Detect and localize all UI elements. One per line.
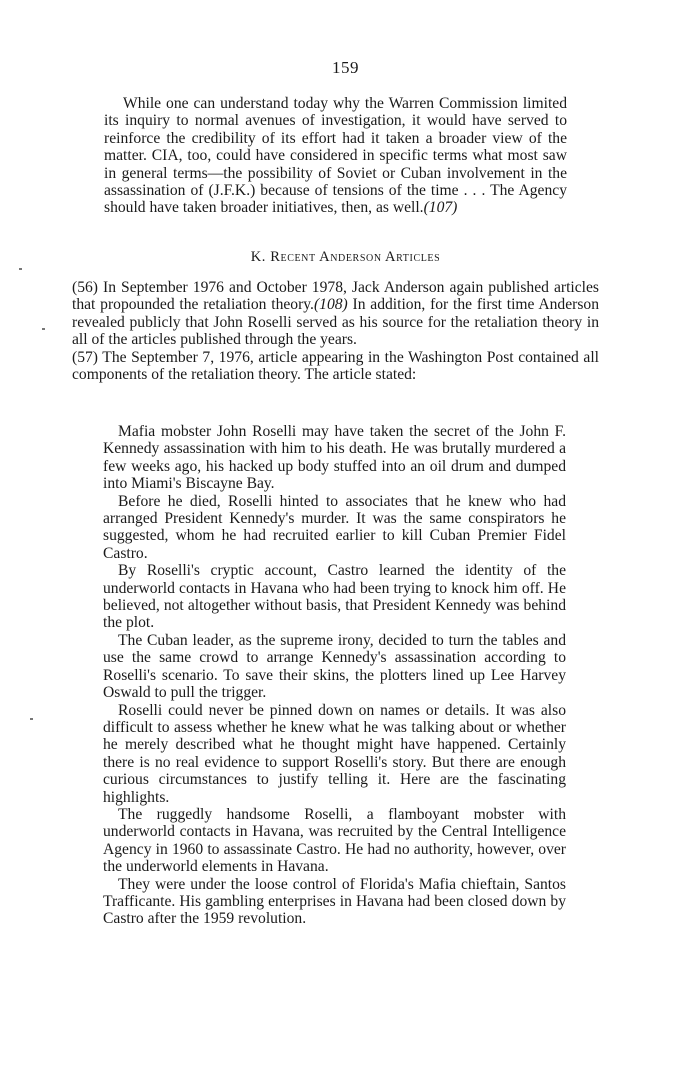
paragraph-57 <box>72 349 599 384</box>
paragraph-56-continuation: In addition, for the first time Anderson revealed publicly that John Roselli served as his source for the retaliation theory in all of the articles published through the years. <box>72 296 600 349</box>
quote-paragraph: The Cuban leader, as the supreme irony, decided to turn the tables and use the same crowd to arrange Kennedy's assassination according to Roselli's scenario. To save their skins, the plotters lined up Lee Harvey Oswald to pull the trigger. <box>103 631 566 702</box>
page-number: 159 <box>332 58 359 77</box>
quote-paragraph: Roselli could never be pinned down on names or details. It was also difficult to assess whether he knew what he was talking about or whether he merely described what he thought might have happened. Certainly there is no real evidence to support Roselli's story. But there are enough curious circumstances to justify telling it. Here are the fascinating highlights. <box>103 701 566 806</box>
quote-paragraph: They were under the loose control of Florida's Mafia chieftain, Santos Trafficante. His gambling enterprises in Havana had been closed down by Castro after the 1959 revolution. <box>103 875 566 928</box>
paragraph-56 <box>72 279 599 349</box>
quote-paragraph: The ruggedly handsome Roselli, a flamboyant mobster with underworld contacts in Havana, was recruited by the Central Intelligence Agency in 1960 to assassinate Castro. He had no authority, however, over the underworld elements in Havana. <box>103 805 566 876</box>
article-block-quote <box>103 423 566 928</box>
paragraph-57-text: (57) The September 7, 1976, article appearing in the Washington Post contained all components of the retaliation theory. The article stated: <box>72 348 599 384</box>
main-text <box>72 279 599 383</box>
paragraph-56-text: (56) In September 1976 and October 1978, Jack Anderson again published articles that propounded the retaliation theory. <box>72 279 599 314</box>
section-heading: K. Recent Anderson Articles <box>250 249 441 265</box>
scan-speck <box>19 268 22 270</box>
intro-quote-text: While one can understand today why the Warren Commission limited its inquiry to normal avenues of investigation, it would have served to reinforce the credibility of its effort had it taken a broader view of the matter. CIA, too, could have considered in specific terms what most saw in general terms—the possibility of Soviet or Cuban involvement in the assassination of (J.F.K.) because of tensions of the time . . . The Agency should have taken broader initiatives, then, as well. <box>104 95 567 217</box>
quote-paragraph: By Roselli's cryptic account, Castro learned the identity of the underworld contacts in Havana who had been trying to knock him off. He believed, not altogether without basis, that President Kennedy was behind the plot. <box>103 562 566 632</box>
quote-paragraph: Mafia mobster John Roselli may have taken the secret of the John F. Kennedy assassination with him to his death. He was brutally murdered a few weeks ago, his hacked up body stuffed into an oil drum and dumped into Miami's Biscayne Bay. <box>103 423 566 493</box>
scan-speck <box>42 328 45 330</box>
scan-speck <box>30 718 33 720</box>
paragraph-56-footnote: (108) <box>313 296 348 314</box>
quote-paragraph: Before he died, Roselli hinted to associates that he knew who had arranged President Kennedy's murder. It was the same conspirators he suggested, whom he had recruited earlier to kill Cuban Premier Fidel Castro. <box>103 492 566 562</box>
intro-block-quote <box>104 95 567 217</box>
intro-quote-footnote: (107) <box>423 199 458 217</box>
